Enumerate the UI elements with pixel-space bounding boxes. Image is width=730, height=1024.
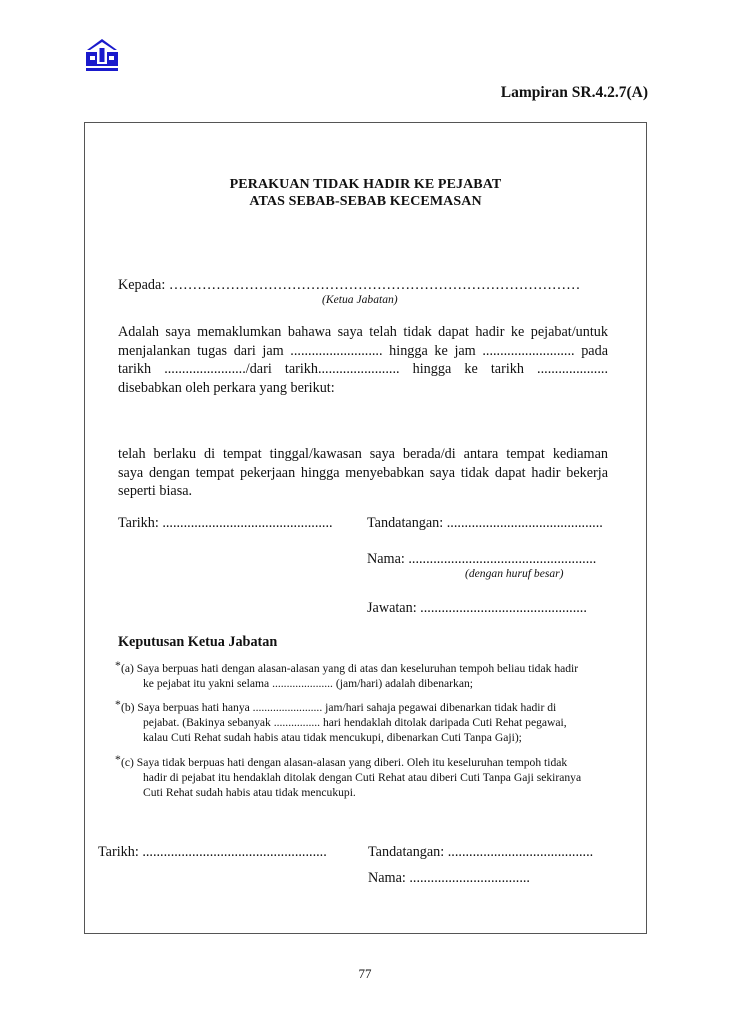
option-b-line: kalau Cuti Rehat sudah habis atau tidak mencukupi, dibenarkan Cuti Tanpa Gaji);: [143, 731, 522, 744]
statement-paragraph: [118, 323, 608, 397]
option-b-line: (b) Saya berpuas hati hanya ........................ jam/hari sahaja pegawai dibenarkan tidak hadir di: [121, 701, 557, 714]
option-a-line: ke pejabat itu yakni selama ..................... (jam/hari) adalah dibenarkan;: [143, 677, 473, 690]
statement-line: tarikh ......................./dari tarikh....................... hingga ke tarikh ....................: [118, 361, 608, 377]
appendix-reference: Lampiran SR.4.2.7(A): [500, 84, 648, 101]
to-hint: (Ketua Jabatan): [322, 293, 398, 306]
option-c-line: hadir di pejabat itu hendaklah ditolak dengan Cuti Rehat atau diberi Cuti Tanpa Gaji sekiranya: [143, 771, 582, 784]
reason-paragraph: [118, 445, 608, 501]
option-a: [121, 661, 611, 691]
hod-date-field: Tarikh: ....................................................: [98, 844, 327, 860]
option-c-mark: *: [115, 753, 121, 766]
option-c-line: Cuti Rehat sudah habis atau tidak mencukupi.: [143, 786, 356, 799]
page-number: 77: [358, 966, 372, 981]
name-field: Nama: .....................................................: [367, 551, 597, 567]
position-field: Jawatan: ...............................................: [367, 600, 587, 616]
reason-line: telah berlaku di tempat tinggal/kawasan saya berada/di antara tempat kediaman: [118, 446, 608, 462]
date-field: Tarikh: ................................................: [118, 515, 333, 531]
option-c: [121, 755, 611, 800]
name-hint: (dengan huruf besar): [465, 567, 564, 580]
decision-heading: Keputusan Ketua Jabatan: [118, 634, 278, 650]
reason-line: saya dengan tempat pekerjaan hingga menyebabkan saya tidak dapat hadir bekerja: [118, 464, 608, 481]
hod-name-field: Nama: ..................................: [368, 870, 530, 886]
option-b-mark: *: [115, 698, 121, 711]
option-b: [121, 700, 611, 745]
statement-line: disebabkan oleh perkara yang berikut:: [118, 379, 335, 396]
form-title-line-2: ATAS SEBAB-SEBAB KECEMASAN: [249, 194, 482, 209]
reason-line: seperti biasa.: [118, 483, 193, 499]
option-a-mark: *: [115, 659, 121, 672]
statement-line: menjalankan tugas dari jam .......................... hingga ke jam .......................... pada: [118, 342, 608, 359]
house-logo-icon: [84, 38, 120, 72]
to-field: Kepada: ……………………………………………………………………………: [118, 277, 581, 293]
hod-signature-field: Tandatangan: .........................................: [368, 844, 594, 860]
form-title-line-1: PERAKUAN TIDAK HADIR KE PEJABAT: [229, 177, 502, 192]
signature-field: Tandatangan: ............................................: [367, 515, 603, 531]
option-a-line: (a) Saya berpuas hati dengan alasan-alasan yang di atas dan keseluruhan tempoh beliau tidak hadir: [121, 662, 579, 675]
option-c-line: (c) Saya tidak berpuas hati dengan alasan-alasan yang diberi. Oleh itu keseluruhan tempoh tidak: [121, 756, 568, 769]
option-b-line: pejabat. (Bakinya sebanyak ................ hari hendaklah ditolak daripada Cuti Rehat pegawai,: [143, 716, 567, 729]
statement-line: Adalah saya memaklumkan bahawa saya telah tidak dapat hadir ke pejabat/untuk: [118, 324, 608, 340]
